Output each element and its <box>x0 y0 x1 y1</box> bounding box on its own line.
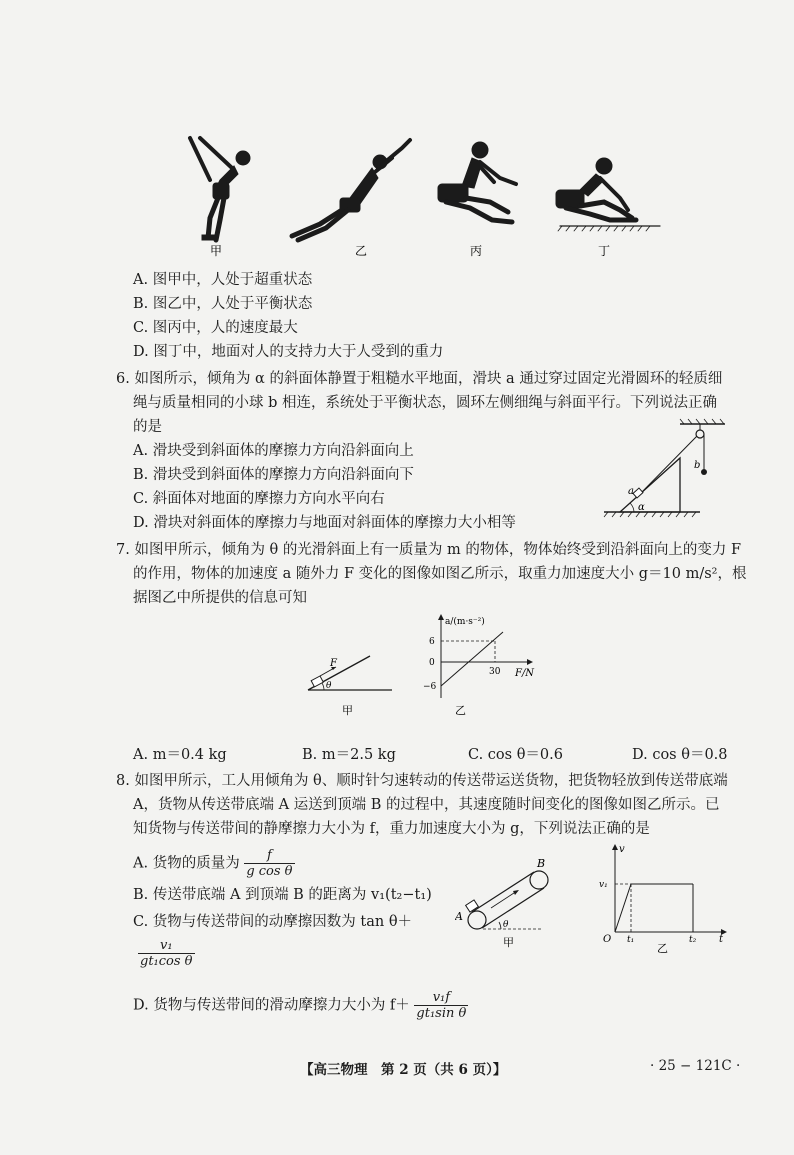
q7-caption-yi: 乙 <box>455 704 466 717</box>
ring-icon <box>696 430 704 438</box>
q8-label-theta: θ <box>503 920 509 930</box>
q8-option-d-text: D. 货物与传送带间的滑动摩擦力大小为 f＋ <box>133 997 410 1014</box>
q8-option-c-den: gt₁cos θ <box>140 954 193 969</box>
q8-option-a <box>133 848 295 879</box>
q7-stem-3: 据图乙中所提供的信息可知 <box>133 590 307 606</box>
q7-stem-2: 的作用，物体的加速度 a 随外力 F 变化的图像如图乙所示，取重力加速度大小 g＝10 m/s²，根 <box>133 566 747 582</box>
q7-option-a: A. m＝0.4 kg <box>133 747 227 763</box>
q7-stem-1: 7. 如图甲所示，倾角为 θ 的光滑斜面上有一质量为 m 的物体，物体始终受到沿斜面向上的变力 F <box>116 542 742 558</box>
q8-cargo-icon <box>466 900 479 912</box>
q8-stem-2: A，货物从传送带底端 A 运送到顶端 B 的过程中，其速度随时间变化的图像如图乙所示。已 <box>133 797 720 813</box>
q7-block-icon <box>311 676 323 687</box>
q6-label-a: a <box>628 486 634 497</box>
q8-label-O: O <box>603 934 612 945</box>
q6-incline-figure <box>600 414 730 524</box>
q7-tick-6: 6 <box>429 637 435 647</box>
q8-caption-jia: 甲 <box>503 936 514 949</box>
q6-label-b: b <box>694 460 701 471</box>
q7-fig-yi-graph <box>415 610 565 720</box>
q8-option-d-fraction <box>414 990 468 1021</box>
q8-option-a-fraction <box>244 848 294 879</box>
q8-option-d-den: gt₁sin θ <box>416 1006 467 1021</box>
ball-b-icon <box>701 469 707 475</box>
q7-tick-0: 0 <box>429 658 435 668</box>
q8-label-t: t <box>719 934 724 945</box>
q7-fig-jia <box>300 650 400 720</box>
q5-label-bing: 丙 <box>470 244 483 258</box>
q8-option-b: B. 传送带底端 A 到顶端 B 的距离为 v₁(t₂−t₁) <box>133 887 432 903</box>
q6-option-b: B. 滑块受到斜面体的摩擦力方向沿斜面向下 <box>133 467 414 483</box>
page-footer-code: · 25 − 121C · <box>650 1058 741 1074</box>
q5-option-a: A. 图甲中，人处于超重状态 <box>133 272 313 288</box>
q8-caption-yi: 乙 <box>657 942 668 954</box>
q7-ylabel: a/(m·s⁻²) <box>445 617 485 627</box>
q8-stem-3: 知货物与传送带间的静摩擦力大小为 f，重力加速度大小为 g，下列说法正确的是 <box>133 821 650 837</box>
q8-stem-1: 8. 如图甲所示，工人用倾角为 θ、顺时针匀速转动的传送带运送货物，把货物轻放到传送带底端 <box>116 773 728 789</box>
q8-label-t1: t₁ <box>627 935 635 945</box>
q5-option-b: B. 图乙中，人处于平衡状态 <box>133 296 313 312</box>
page-footer-center: 【高三物理 第 2 页（共 6 页）】 <box>300 1062 507 1078</box>
q8-label-t2: t₂ <box>689 935 697 945</box>
q5-label-ding: 丁 <box>598 244 611 258</box>
q6-option-c: C. 斜面体对地面的摩擦力方向水平向右 <box>133 491 385 507</box>
q8-option-c-num: v₁ <box>138 938 195 954</box>
q6-stem-1: 6. 如图所示，倾角为 α 的斜面体静置于粗糙水平地面，滑块 a 通过穿过固定光滑圆环的轻质细 <box>116 371 723 387</box>
q7-xlabel: F/N <box>515 668 535 679</box>
q6-label-alpha: α <box>638 502 645 513</box>
q7-option-b: B. m＝2.5 kg <box>302 747 396 763</box>
q7-tick-m6: −6 <box>423 682 437 692</box>
q7-option-c: C. cos θ＝0.6 <box>468 747 563 763</box>
q7-caption-jia: 甲 <box>342 704 353 717</box>
q6-stem-3: 的是 <box>133 419 162 435</box>
q8-label-A: A <box>455 910 463 923</box>
q6-option-a: A. 滑块受到斜面体的摩擦力方向沿斜面向上 <box>133 443 414 459</box>
q8-option-a-text: A. 货物的质量为 <box>133 855 240 872</box>
q8-label-v1: v₁ <box>599 880 608 890</box>
q5-label-jia: 甲 <box>210 244 223 258</box>
q8-label-B: B <box>537 858 546 870</box>
q5-option-c: C. 图丙中，人的速度最大 <box>133 320 298 336</box>
q8-fig-jia-conveyor <box>455 858 565 950</box>
q8-option-d <box>133 990 468 1021</box>
q8-option-c-fraction <box>138 938 195 969</box>
q5-option-d: D. 图丁中，地面对人的支持力大于人受到的重力 <box>133 344 444 360</box>
block-a-icon <box>633 488 643 498</box>
q8-option-a-num: f <box>244 848 294 864</box>
q8-option-a-den: g cos θ <box>246 864 293 879</box>
q5-figures <box>180 128 670 258</box>
q8-label-v: v <box>619 844 625 855</box>
q7-a-F-line <box>441 632 503 686</box>
figure-jia-athlete <box>190 138 250 240</box>
q7-label-theta: θ <box>326 681 332 691</box>
figure-ding-athlete <box>556 158 660 231</box>
q8-vt-curve-rise <box>615 884 631 932</box>
q7-option-d: D. cos θ＝0.8 <box>632 747 728 763</box>
q7-tick-30: 30 <box>489 667 501 677</box>
figure-bing-athlete <box>438 142 516 222</box>
q6-option-d: D. 滑块对斜面体的摩擦力与地面对斜面体的摩擦力大小相等 <box>133 515 516 531</box>
q8-fig-yi-vt-graph <box>597 842 737 954</box>
q8-option-c: C. 货物与传送带间的动摩擦因数为 tan θ＋ <box>133 914 413 930</box>
figure-yi-athlete <box>292 140 410 240</box>
q6-stem-2: 绳与质量相同的小球 b 相连，系统处于平衡状态，圆环左侧细绳与斜面平行。下列说法正确 <box>133 395 717 411</box>
q7-label-F: F <box>330 658 337 669</box>
q5-label-yi: 乙 <box>355 244 368 258</box>
q8-option-d-num: v₁f <box>414 990 468 1006</box>
